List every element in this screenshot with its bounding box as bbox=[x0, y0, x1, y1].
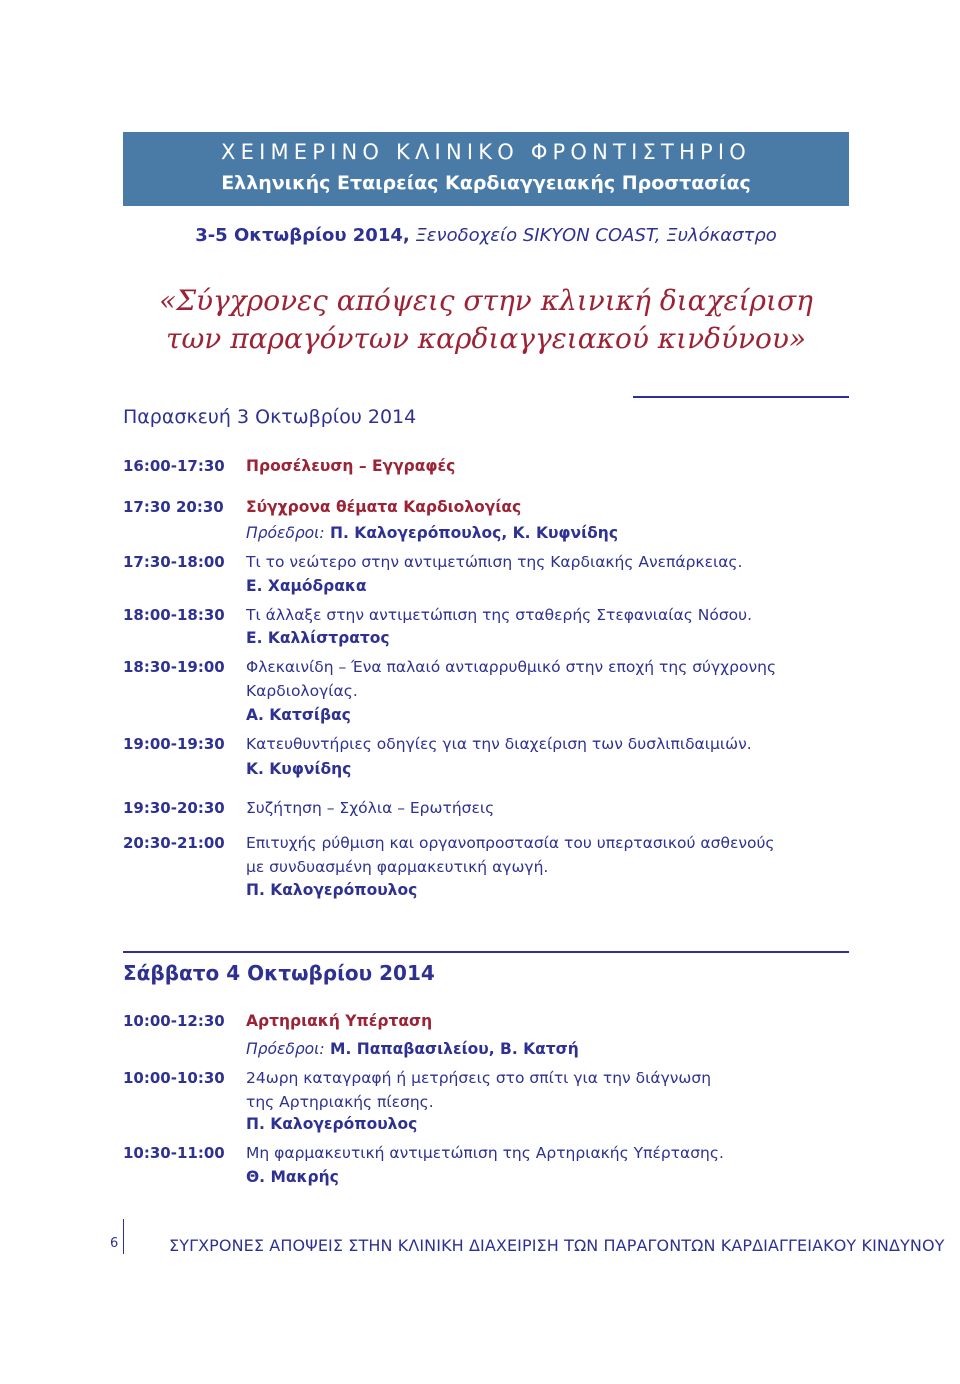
running-footer-title: ΣΥΓΧΡΟΝΕΣ ΑΠΟΨΕΙΣ ΣΤΗΝ ΚΛΙΝΙΚΗ ΔΙΑΧΕΙΡΙΣΗ ΤΩΝ ΠΑΡΑΓΟΝΤΩΝ ΚΑΡΔΙΑΓΓΕΙΑΚΟΥ ΚΙΝΔΥΝΟΥ bbox=[169, 1236, 945, 1255]
header-title: ΧΕΙΜΕΡΙΝΟ ΚΛΙΝΙΚΟ ΦΡΟΝΤΙΣΤΗΡΙΟ bbox=[221, 140, 751, 164]
talk-title: Επιτυχής ρύθμιση και οργανοπροστασία του υπερτασικού ασθενούς bbox=[246, 834, 775, 852]
session-title: Προσέλευση – Εγγραφές bbox=[246, 457, 456, 475]
session-time: 10:00-12:30 bbox=[123, 1012, 225, 1030]
talk-title: Φλεκαινίδη – Ένα παλαιό αντιαρρυθμικό στην εποχή της σύγχρονης bbox=[246, 658, 777, 676]
session-time: 17:30 20:30 bbox=[123, 498, 224, 516]
talk-speaker: Α. Κατσίβας bbox=[246, 706, 351, 724]
footer-divider bbox=[123, 1219, 124, 1254]
day-heading-saturday: Σάββατο 4 Οκτωβρίου 2014 bbox=[123, 961, 435, 985]
chairs-names: Μ. Παπαβασιλείου, Β. Κατσή bbox=[330, 1040, 579, 1058]
talk-speaker: Ε. Καλλίστρατος bbox=[246, 629, 390, 647]
day-heading-friday: Παρασκευή 3 Οκτωβρίου 2014 bbox=[123, 406, 417, 428]
chairs-label: Πρόεδροι: bbox=[246, 1040, 325, 1058]
talk-time: 17:30-18:00 bbox=[123, 553, 225, 571]
session-title: Συζήτηση – Σχόλια – Ερωτήσεις bbox=[246, 799, 495, 817]
section-rule bbox=[123, 951, 849, 953]
event-title-line-1: «Σύγχρονες απόψεις στην κλινική διαχείριση bbox=[159, 284, 813, 317]
talk-title: 24ωρη καταγραφή ή μετρήσεις στο σπίτι για την διάγνωση bbox=[246, 1069, 712, 1087]
talk-speaker: Π. Καλογερόπουλος bbox=[246, 881, 418, 899]
event-date-range: 3-5 Οκτωβρίου 2014, bbox=[195, 225, 410, 246]
talk-speaker: Π. Καλογερόπουλος bbox=[246, 1115, 418, 1133]
session-time: 19:30-20:30 bbox=[123, 799, 225, 817]
talk-title-continued: με συνδυασμένη φαρμακευτική αγωγή. bbox=[246, 858, 549, 876]
page-number: 6 bbox=[110, 1236, 119, 1251]
talk-time: 10:00-10:30 bbox=[123, 1069, 225, 1087]
chairs-names: Π. Καλογερόπουλος, Κ. Κυφνίδης bbox=[330, 524, 619, 542]
talk-speaker: Κ. Κυφνίδης bbox=[246, 760, 352, 778]
talk-title: Κατευθυντήριες οδηγίες για την διαχείριση των δυσλιπιδαιμιών. bbox=[246, 735, 752, 753]
talk-speaker: Ε. Χαμόδρακα bbox=[246, 577, 367, 595]
event-dates bbox=[123, 225, 849, 246]
event-venue: Ξενοδοχείο SIKYON COAST, Ξυλόκαστρο bbox=[415, 225, 777, 246]
header-subtitle: Ελληνικής Εταιρείας Καρδιαγγειακής Προστασίας bbox=[221, 172, 751, 194]
talk-speaker: Θ. Μακρής bbox=[246, 1168, 339, 1186]
session-chairs bbox=[246, 1040, 579, 1058]
session-title: Αρτηριακή Υπέρταση bbox=[246, 1012, 433, 1030]
talk-time: 18:00-18:30 bbox=[123, 606, 225, 624]
talk-title: Μη φαρμακευτική αντιμετώπιση της Αρτηριακής Υπέρτασης. bbox=[246, 1144, 724, 1162]
talk-time: 10:30-11:00 bbox=[123, 1144, 225, 1162]
talk-time: 20:30-21:00 bbox=[123, 834, 225, 852]
header-band bbox=[123, 132, 849, 206]
talk-title-continued: Καρδιολογίας. bbox=[246, 682, 358, 700]
talk-title: Τι το νεώτερο στην αντιμετώπιση της Καρδιακής Ανεπάρκειας. bbox=[246, 553, 743, 571]
talk-title-continued: της Αρτηριακής πίεσης. bbox=[246, 1093, 434, 1111]
talk-time: 19:00-19:30 bbox=[123, 735, 225, 753]
session-time: 16:00-17:30 bbox=[123, 457, 225, 475]
chairs-label: Πρόεδροι: bbox=[246, 524, 325, 542]
event-title bbox=[123, 282, 849, 358]
talk-time: 18:30-19:00 bbox=[123, 658, 225, 676]
session-title: Σύγχρονα θέματα Καρδιολογίας bbox=[246, 498, 522, 516]
section-rule bbox=[633, 396, 849, 398]
talk-title: Τι άλλαξε στην αντιμετώπιση της σταθερής Στεφανιαίας Νόσου. bbox=[246, 606, 753, 624]
session-chairs bbox=[246, 524, 618, 542]
event-title-line-2: των παραγόντων καρδιαγγειακού κινδύνου» bbox=[165, 322, 807, 355]
